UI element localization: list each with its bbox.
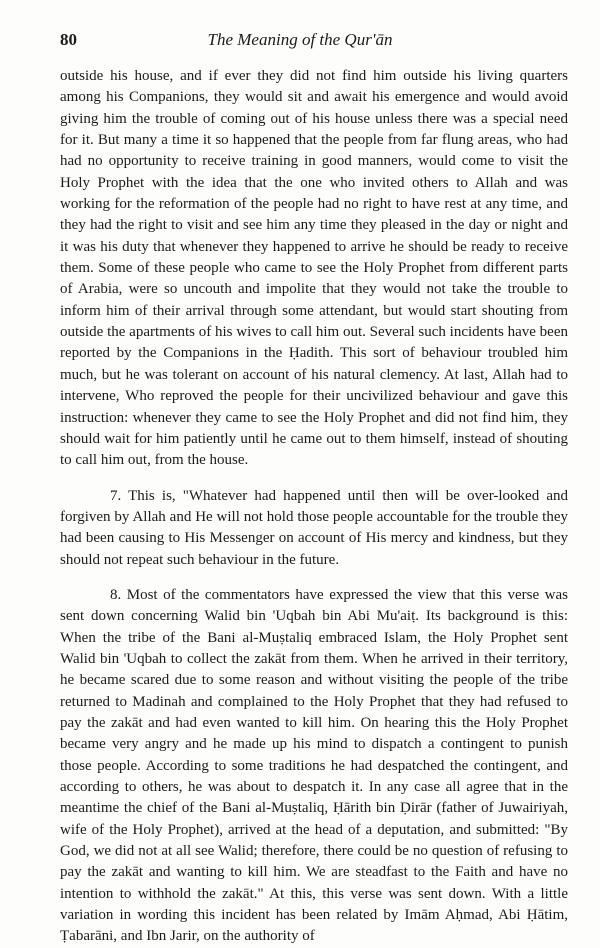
paragraph-continuation: outside his house, and if ever they did not find him outside his living quarters among his Companions, they would sit and await his emergence and would avoid giving him the trouble of coming out of his house unless there was a special need for it. But many a time it so happened that the people from far flung areas, who had had no opportunity to receive training in good manners, would come to visit the Holy Prophet with the idea that the one who invited others to Allah and was working for the reformation of the people had no right to have rest at any time, and they had the right to visit and see him any time they pleased in the day or night and it was his duty that whenever they happened to arrive he should be ready to receive them. Some of these people who came to see the Holy Prophet from different parts of Arabia, were so uncouth and impolite that they would not take the trouble to inform him of their arrival through some attendant, but would start shouting from outside the apartments of his wives to call him out. Several such incidents have been reported by the Companions in the Ḥadith. This sort of behaviour troubled him much, but he was tolerant on account of his natural clemency. At last, Allah had to intervene, Who reproved the people for their uncivilized behaviour and gave this instruction: whenever they came to see the Holy Prophet and did not find him, they should wait for him patiently until he came out to them himself, instead of shouting to call him out, from the house. <box>60 68 568 469</box>
body-text <box>60 66 568 948</box>
page-number: 80 <box>60 30 77 49</box>
paragraph-note-7: 7. This is, "Whatever had happened until then will be over-looked and forgiven by Allah and He will not hold those people accountable for the trouble they had been causing to His Messenger on account of His mercy and kindness, but they should not repeat such behaviour in the future. <box>60 487 568 568</box>
page-header <box>0 30 600 54</box>
running-title: The Meaning of the Qur'ān <box>207 30 393 49</box>
paragraph-note-8: 8. Most of the commentators have expressed the view that this verse was sent down concerning Walid bin 'Uqbah bin Abi Mu'aiṭ. Its background is this: When the tribe of the Bani al-Muṣtaliq embraced Islam, the Holy Prophet sent Walid bin 'Uqbah to collect the zakāt from them. When he arrived in their territory, he became scared due to some reason and without visiting the people of the tribe returned to Madinah and complained to the Holy Prophet that they had refused to pay the zakāt and had even wanted to kill him. On hearing this the Holy Prophet became very angry and he made up his mind to dispatch a contingent to punish those people. According to some traditions he had despatched the contingent, and according to others, he was about to despatch it. In any case all agree that in the meantime the chief of the Bani al-Muṣtaliq, Ḥārith bin Ḍirār (father of Juwairiyah, wife of the Holy Prophet), arrived at the head of a deputation, and submitted: "By God, we did not at all see Walid; therefore, there could be no question of refusing to pay the zakāt and wanting to kill him. We are steadfast to the Faith and have no intention to withhold the zakāt." At this, this verse was sent down. With a little variation in wording this incident has been related by Imām Aḥmad, Abi Ḥātim, Ṭabarāni, and Ibn Jarir, on the authority of <box>60 586 568 945</box>
